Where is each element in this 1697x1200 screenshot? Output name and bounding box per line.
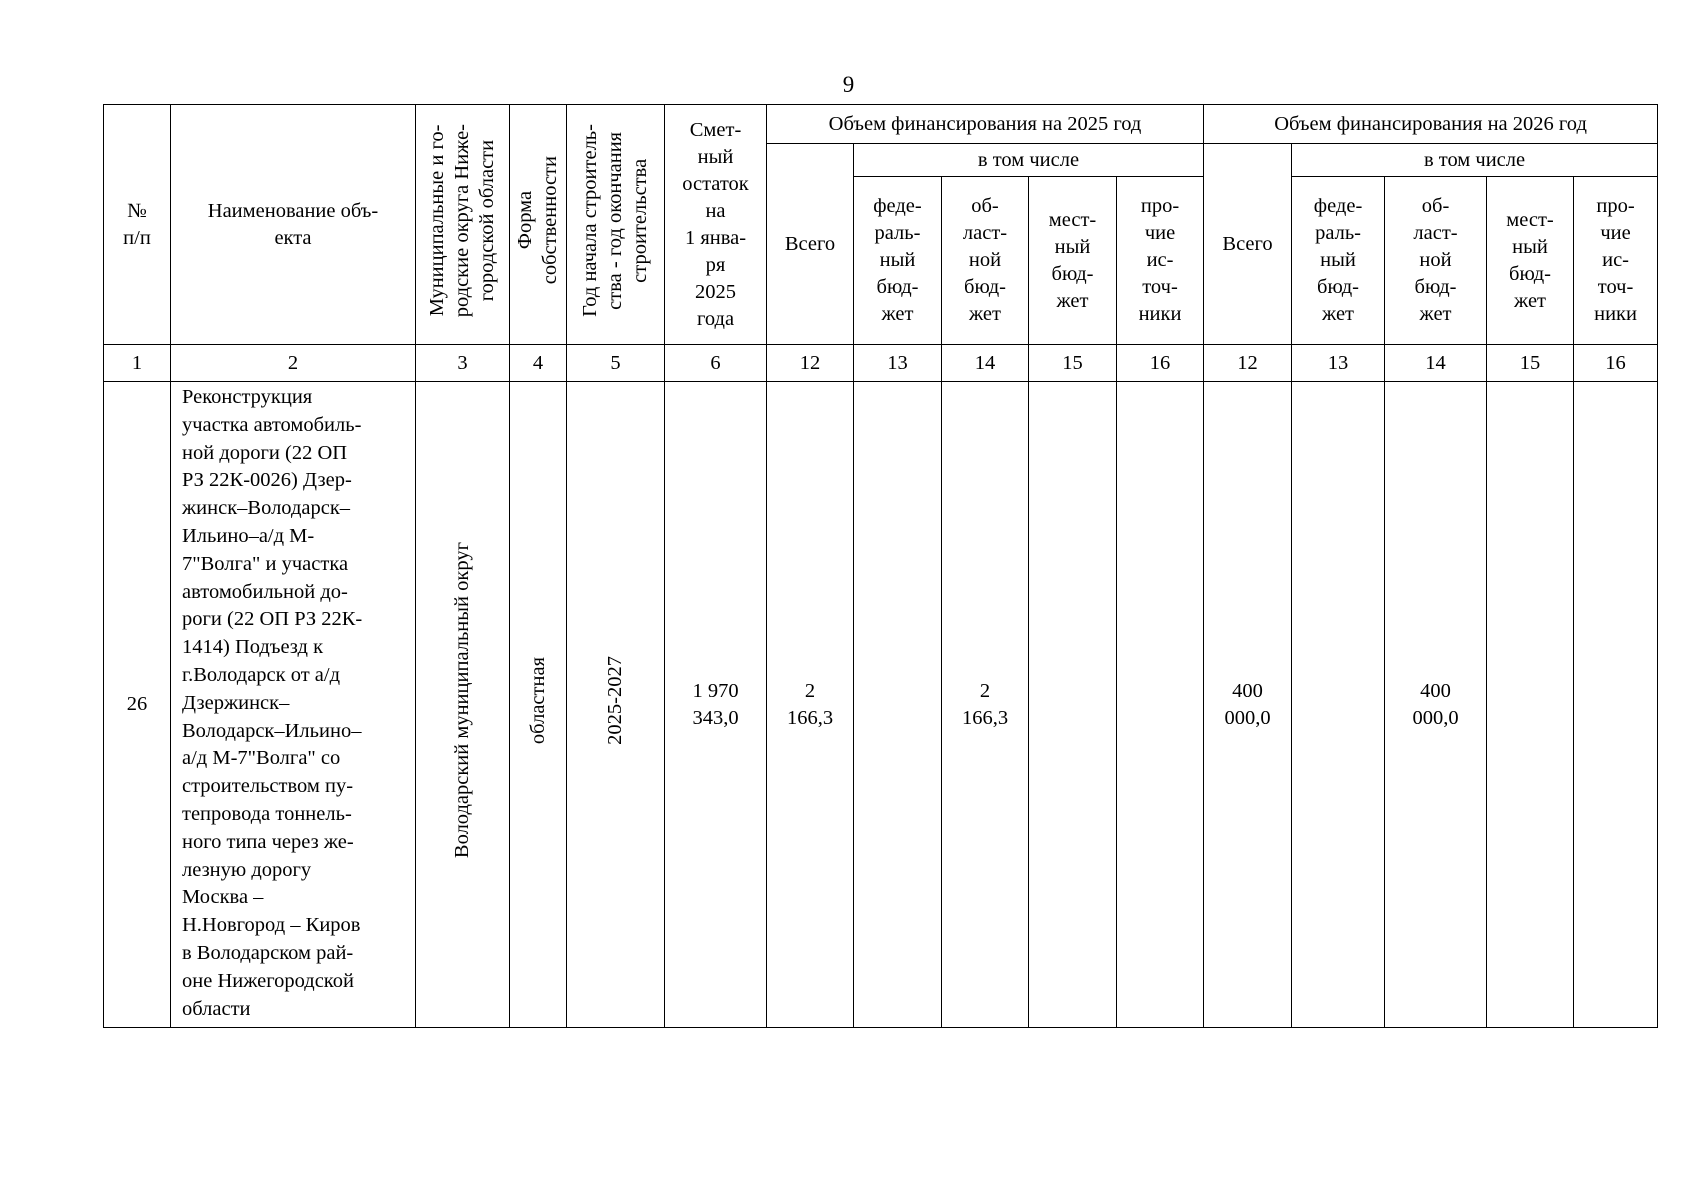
column-number: 16 [1574, 345, 1658, 382]
header-ownership-text: Форма собственности [514, 156, 561, 285]
header-federal-2025: феде- раль- ный бюд- жет [854, 177, 942, 345]
header-other-2025: про- чие ис- точ- ники [1117, 177, 1204, 345]
header-group-2025: Объем финансирования на 2025 год [767, 105, 1204, 144]
header-group-2026: Объем финансирования на 2026 год [1204, 105, 1658, 144]
header-ownership [510, 105, 567, 345]
header-federal-2026: феде- раль- ный бюд- жет [1292, 177, 1385, 345]
years-value: 2025-2027 [604, 656, 626, 745]
column-number: 14 [942, 345, 1029, 382]
header-num: № п/п [104, 105, 171, 345]
column-number: 12 [1204, 345, 1292, 382]
remainder-value: 1 970 343,0 [665, 382, 767, 1028]
column-number: 13 [854, 345, 942, 382]
header-municipality-text: Муниципальные и го- родские округа Ниже- городской области [426, 123, 498, 318]
column-number: 15 [1029, 345, 1117, 382]
header-local-2026: мест- ный бюд- жет [1487, 177, 1574, 345]
header-years [567, 105, 665, 345]
header-local-2025: мест- ный бюд- жет [1029, 177, 1117, 345]
column-number: 4 [510, 345, 567, 382]
column-number: 12 [767, 345, 854, 382]
column-number: 1 [104, 345, 171, 382]
column-number: 15 [1487, 345, 1574, 382]
years-cell [567, 382, 665, 1028]
header-including-2026: в том числе [1292, 144, 1658, 177]
column-number: 3 [416, 345, 510, 382]
municipality-value: Володарский муниципальный округ [451, 542, 473, 859]
municipality-cell [416, 382, 510, 1028]
regional-2025-value: 2 166,3 [942, 382, 1029, 1028]
header-total-2025: Всего [767, 144, 854, 345]
regional-2026-value: 400 000,0 [1385, 382, 1487, 1028]
header-years-text: Год начала строитель- ства - год окончания строительства [579, 124, 651, 317]
header-including-2025: в том числе [854, 144, 1204, 177]
total-2025-value: 2 166,3 [767, 382, 854, 1028]
federal-2025-value [854, 382, 942, 1028]
local-2026-value [1487, 382, 1574, 1028]
column-number: 6 [665, 345, 767, 382]
header-total-2026: Всего [1204, 144, 1292, 345]
table-row [104, 382, 1658, 1028]
header-regional-2025: об- ласт- ной бюд- жет [942, 177, 1029, 345]
row-num: 26 [104, 382, 171, 1028]
total-2026-value: 400 000,0 [1204, 382, 1292, 1028]
column-number: 13 [1292, 345, 1385, 382]
header-other-2026: про- чие ис- точ- ники [1574, 177, 1658, 345]
column-number: 14 [1385, 345, 1487, 382]
local-2025-value [1029, 382, 1117, 1028]
federal-2026-value [1292, 382, 1385, 1028]
financing-table [103, 104, 1658, 1028]
column-number: 16 [1117, 345, 1204, 382]
column-number: 2 [171, 345, 416, 382]
header-remainder: Смет- ный остаток на 1 янва- ря 2025 года [665, 105, 767, 345]
header-municipality [416, 105, 510, 345]
column-number-row [104, 345, 1658, 382]
header-regional-2026: об- ласт- ной бюд- жет [1385, 177, 1487, 345]
column-number: 5 [567, 345, 665, 382]
ownership-value: областная [526, 656, 549, 745]
page-number: 9 [842, 72, 855, 97]
header-name: Наименование объ- екта [171, 105, 416, 345]
ownership-cell [510, 382, 567, 1028]
other-2026-value [1574, 382, 1658, 1028]
other-2025-value [1117, 382, 1204, 1028]
object-name: Реконструкция участка автомобиль- ной дороги (22 ОП РЗ 22К-0026) Дзер- жинск–Володарск– Ильино–а/д М- 7"Волга" и участка автомобильной до- роги (22 ОП РЗ 22К- 1414) Подъезд к г.Володарск от а/д Дзержинск– Володарск–Ильино– а/д М-7"Волга" со строительством пу- тепровода тоннель- ного типа через же- лезную дорогу Москва – Н.Новгород – Киров в Володарском рай- оне Нижегородской области [171, 382, 416, 1028]
